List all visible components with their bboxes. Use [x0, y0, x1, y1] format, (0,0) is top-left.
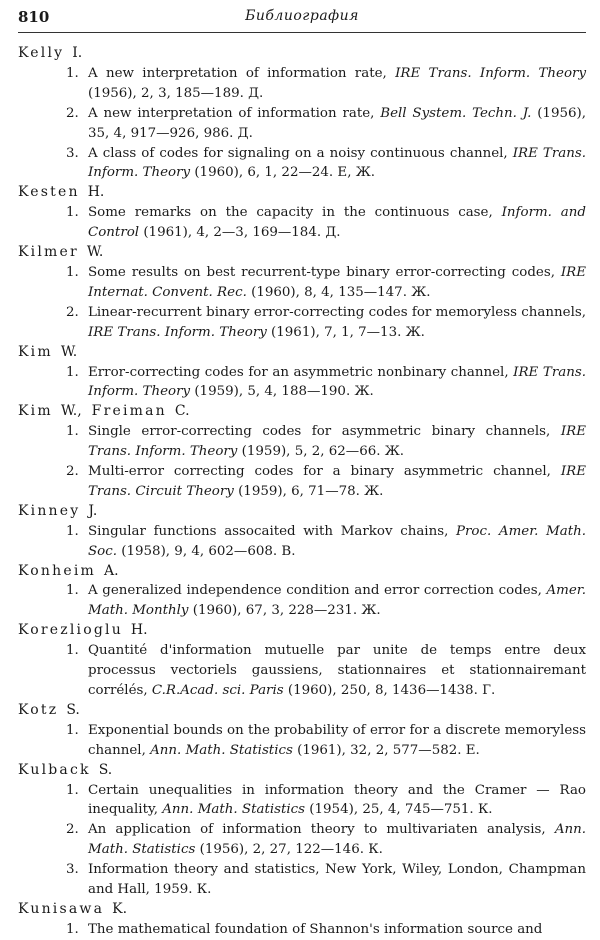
author-name: Kelly — [18, 45, 65, 61]
bibliography-entry — [18, 761, 586, 900]
author-line — [18, 343, 586, 363]
coauthor-name: Freiman — [91, 403, 167, 420]
reference-title: Single error-correcting codes for asymmetric binary channels, — [88, 424, 551, 440]
reference-details: (1961), 32, 2, 577—582. Е. — [297, 742, 480, 758]
reference-item — [18, 104, 586, 144]
reference-item — [18, 820, 586, 860]
reference-details: (1956), 2, 3, 185—189. Д. — [88, 85, 264, 101]
author-line — [18, 502, 586, 522]
reference-journal: IRE Trans. Inform. Theory — [88, 324, 267, 340]
reference-details: (1959), 5, 2, 62—66. Ж. — [241, 444, 405, 460]
reference-number: 3. — [66, 145, 79, 161]
reference-title: Linear-recurrent binary error-correcting codes for memoryless channels, — [88, 304, 586, 320]
author-initials: W. — [60, 343, 78, 360]
reference-journal: IRE Trans. Inform. Theory — [395, 65, 587, 81]
reference-details: (1956), 35, 4, 917—926, 986. Д. — [88, 105, 586, 141]
reference-title: The mathematical foundation of Shannon's information source and — [88, 921, 543, 937]
reference-title: Singular functions assocaited with Markov chains, — [88, 523, 449, 539]
reference-details: (1959), 6, 71—78. Ж. — [238, 483, 384, 499]
author-name: Kotz — [18, 701, 59, 718]
reference-title: Some results on best recurrent-type binary error-correcting codes, — [88, 264, 555, 280]
reference-item — [18, 522, 586, 562]
reference-title: Multi-error correcting codes for a binary asymmetric channel, — [88, 464, 551, 480]
reference-title: A class of codes for signaling on a noisy continuous channel, — [88, 145, 508, 161]
reference-details: (1960), 6, 1, 22—24. Е, Ж. — [194, 165, 376, 181]
author-name: Konheim — [18, 562, 96, 579]
reference-details: (1959), 5, 4, 188—190. Ж. — [194, 384, 374, 400]
author-name: Kilmer — [18, 244, 79, 261]
author-name: Kulback — [18, 761, 91, 778]
reference-title: A new interpretation of information rate, — [88, 65, 387, 81]
reference-item — [18, 263, 586, 303]
reference-number: 1. — [66, 921, 79, 937]
reference-item — [18, 422, 586, 462]
bibliography-entry — [18, 701, 586, 761]
reference-title: Quantité d'information mutuelle par unite de temps entre deux processus vectoriels gaussiens, stationnaires et stationnairemant corrélés, — [88, 643, 586, 698]
reference-number: 1. — [66, 205, 79, 221]
page-header — [18, 6, 586, 33]
reference-item — [18, 641, 586, 701]
author-name: Kim — [18, 343, 53, 360]
reference-item — [18, 144, 586, 184]
author-line — [18, 402, 586, 422]
reference-details: (1960), 8, 4, 135—147. Ж. — [251, 284, 431, 300]
author-name: Kunisawa — [18, 900, 105, 917]
reference-journal: IRE Trans. Inform. Theory — [88, 424, 586, 460]
reference-journal: IRE Trans. Inform. Theory — [88, 145, 586, 181]
reference-number: 1. — [66, 65, 79, 81]
reference-journal: IRE Internat. Convent. Rec. — [88, 264, 586, 300]
reference-title: An application of information theory to multivariaten analysis, — [88, 822, 546, 838]
reference-item — [18, 581, 586, 621]
author-initials: I. — [72, 45, 83, 61]
reference-number: 1. — [66, 583, 79, 599]
author-line — [18, 761, 586, 781]
author-initials: A. — [103, 562, 119, 579]
page-number: 810 — [18, 8, 50, 26]
reference-title: Exponential bounds on the probability of error for a discrete memoryless channel, — [88, 722, 586, 758]
reference-item — [18, 721, 586, 761]
reference-number: 1. — [66, 523, 79, 539]
running-title: Библиография — [245, 8, 359, 24]
author-initials: S. — [98, 761, 113, 778]
author-line — [18, 183, 586, 203]
reference-number: 1. — [66, 264, 79, 280]
reference-item — [18, 203, 586, 243]
reference-details: (1960), 250, 8, 1436—1438. Г. — [287, 683, 496, 698]
author-line — [18, 562, 586, 582]
author-line — [18, 701, 586, 721]
author-initials: H. — [130, 622, 148, 639]
bibliography-entry — [18, 343, 586, 403]
bibliography-entry — [18, 44, 586, 183]
reference-journal: Ann. Math. Statistics — [150, 742, 293, 758]
author-initials: H. — [87, 184, 105, 201]
author-line — [18, 243, 586, 263]
reference-number: 1. — [66, 722, 79, 738]
reference-title: Error-correcting codes for an asymmetric nonbinary channel, — [88, 364, 509, 380]
reference-item — [18, 781, 586, 821]
bibliography-entry — [18, 402, 586, 502]
reference-number: 1. — [66, 424, 79, 440]
reference-journal: IRE Trans. Circuit Theory — [88, 464, 586, 499]
reference-title: Certain unequalities in information theory and the Cramer — Rao inequality, — [88, 782, 586, 818]
reference-journal: IRE Trans. Inform. Theory — [88, 364, 586, 400]
reference-number: 1. — [66, 643, 79, 659]
bibliography-list — [18, 44, 586, 940]
reference-item — [18, 462, 586, 502]
reference-title: A new interpretation of information rate, — [88, 105, 375, 121]
author-line — [18, 44, 586, 64]
reference-number: 1. — [66, 364, 79, 380]
reference-number: 2. — [66, 822, 79, 838]
bibliography-entry — [18, 502, 586, 562]
reference-item — [18, 860, 586, 900]
bibliography-entry — [18, 243, 586, 343]
bibliography-entry — [18, 562, 586, 622]
reference-journal: Proc. Amer. Math. Soc. — [88, 523, 587, 559]
author-name: Kesten — [18, 184, 80, 201]
reference-item — [18, 64, 586, 104]
bibliography-entry — [18, 900, 586, 940]
author-initials: W. — [86, 244, 104, 261]
reference-item — [18, 303, 586, 343]
bibliography-entry — [18, 183, 586, 243]
author-initials: W., — [60, 403, 82, 420]
reference-number: 2. — [66, 304, 79, 320]
reference-journal: Ann. Math. Statistics — [88, 822, 586, 858]
reference-journal: Inform. and Control — [88, 205, 586, 241]
reference-journal: Ann. Math. Statistics — [162, 802, 306, 818]
reference-details: (1960), 67, 3, 228—231. Ж. — [192, 603, 381, 619]
reference-number: 2. — [66, 105, 79, 121]
reference-details: (1961), 4, 2—3, 169—184. Д. — [143, 225, 341, 241]
reference-number: 1. — [66, 782, 79, 798]
reference-details: (1956), 2, 27, 122—146. К. — [199, 842, 383, 858]
coauthor-initials: C. — [174, 403, 190, 420]
author-name: Kim — [18, 403, 53, 420]
bibliography-entry — [18, 621, 586, 701]
reference-journal: Bell System. Techn. J. — [380, 105, 532, 121]
reference-item — [18, 920, 586, 940]
author-line — [18, 900, 586, 920]
reference-journal: C.R.Acad. sci. Paris — [151, 683, 284, 698]
reference-item — [18, 363, 586, 403]
reference-title: A generalized independence condition and error correction codes, — [88, 583, 542, 599]
reference-number: 3. — [66, 862, 79, 878]
author-name: Korezlioglu — [18, 622, 123, 639]
reference-journal: Amer. Math. Monthly — [88, 583, 586, 619]
author-name: Kinney — [18, 502, 81, 519]
reference-details: (1954), 25, 4, 745—751. К. — [309, 802, 493, 818]
reference-details: (1961), 7, 1, 7—13. Ж. — [271, 324, 425, 340]
author-line — [18, 621, 586, 641]
reference-title: Information theory and statistics, New York, Wiley, London, Champman and Hall, 1959. К. — [88, 862, 586, 898]
author-initials: K. — [112, 900, 128, 917]
author-initials: J. — [88, 502, 98, 519]
reference-details: (1958), 9, 4, 602—608. В. — [121, 543, 296, 559]
reference-number: 2. — [66, 464, 79, 480]
author-initials: S. — [66, 701, 80, 718]
reference-title: Some remarks on the capacity in the continuous case, — [88, 205, 493, 221]
